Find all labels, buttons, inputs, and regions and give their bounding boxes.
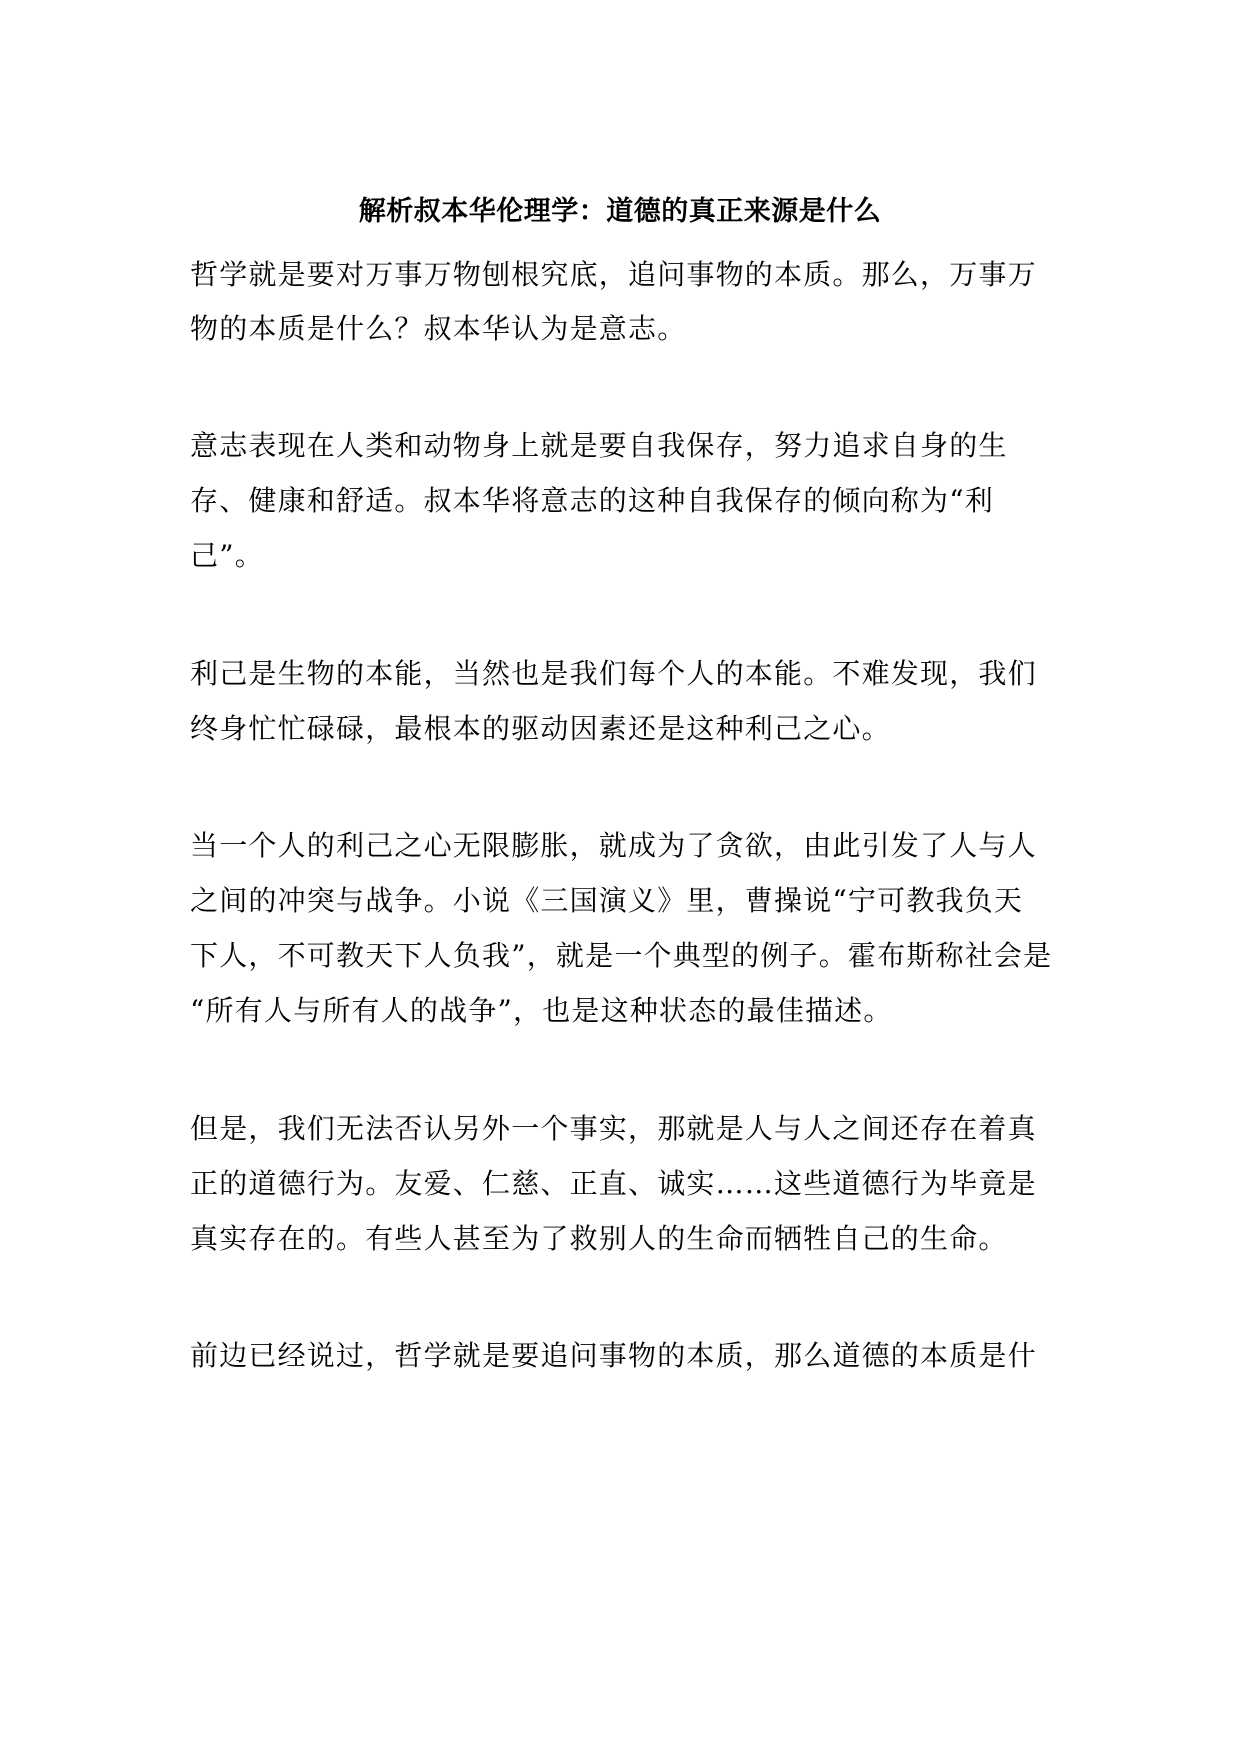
paragraph-4-line-2: 之间的冲突与战争。小说《三国演义》里，曹操说“宁可教我负天 <box>190 884 1024 917</box>
paragraph-3-line-2: 终身忙忙碌碌，最根本的驱动因素还是这种利己之心。 <box>190 712 891 745</box>
paragraph-1-line-1: 哲学就是要对万事万物刨根究底，追问事物的本质。那么，万事万 <box>190 258 1037 291</box>
paragraph-2-line-3: 己”。 <box>190 539 264 572</box>
paragraph-3-line-1: 利己是生物的本能，当然也是我们每个人的本能。不难发现，我们 <box>190 657 1037 690</box>
document-title: 解析叔本华伦理学：道德的真正来源是什么 <box>358 196 882 227</box>
paragraph-5-line-3: 真实存在的。有些人甚至为了救别人的生命而牺牲自己的生命。 <box>190 1222 1008 1255</box>
paragraph-5-line-2: 正的道德行为。友爱、仁慈、正直、诚实……这些道德行为毕竟是 <box>190 1167 1037 1200</box>
paragraph-2-line-1: 意志表现在人类和动物身上就是要自我保存，努力追求自身的生 <box>190 429 1008 462</box>
paragraph-2-line-2: 存、健康和舒适。叔本华将意志的这种自我保存的倾向称为“利 <box>190 484 994 517</box>
paragraph-4-line-1: 当一个人的利己之心无限膨胀，就成为了贪欲，由此引发了人与人 <box>190 829 1037 862</box>
paragraph-4-line-3: 下人，不可教天下人负我”，就是一个典型的例子。霍布斯称社会是 <box>190 939 1053 972</box>
paragraph-1-line-2: 物的本质是什么？叔本华认为是意志。 <box>190 312 687 345</box>
paragraph-6-line-1: 前边已经说过，哲学就是要追问事物的本质，那么道德的本质是什 <box>190 1339 1037 1372</box>
paragraph-5-line-1: 但是，我们无法否认另外一个事实，那就是人与人之间还存在着真 <box>190 1112 1037 1145</box>
paragraph-4-line-4: “所有人与所有人的战争”，也是这种状态的最佳描述。 <box>190 994 893 1027</box>
